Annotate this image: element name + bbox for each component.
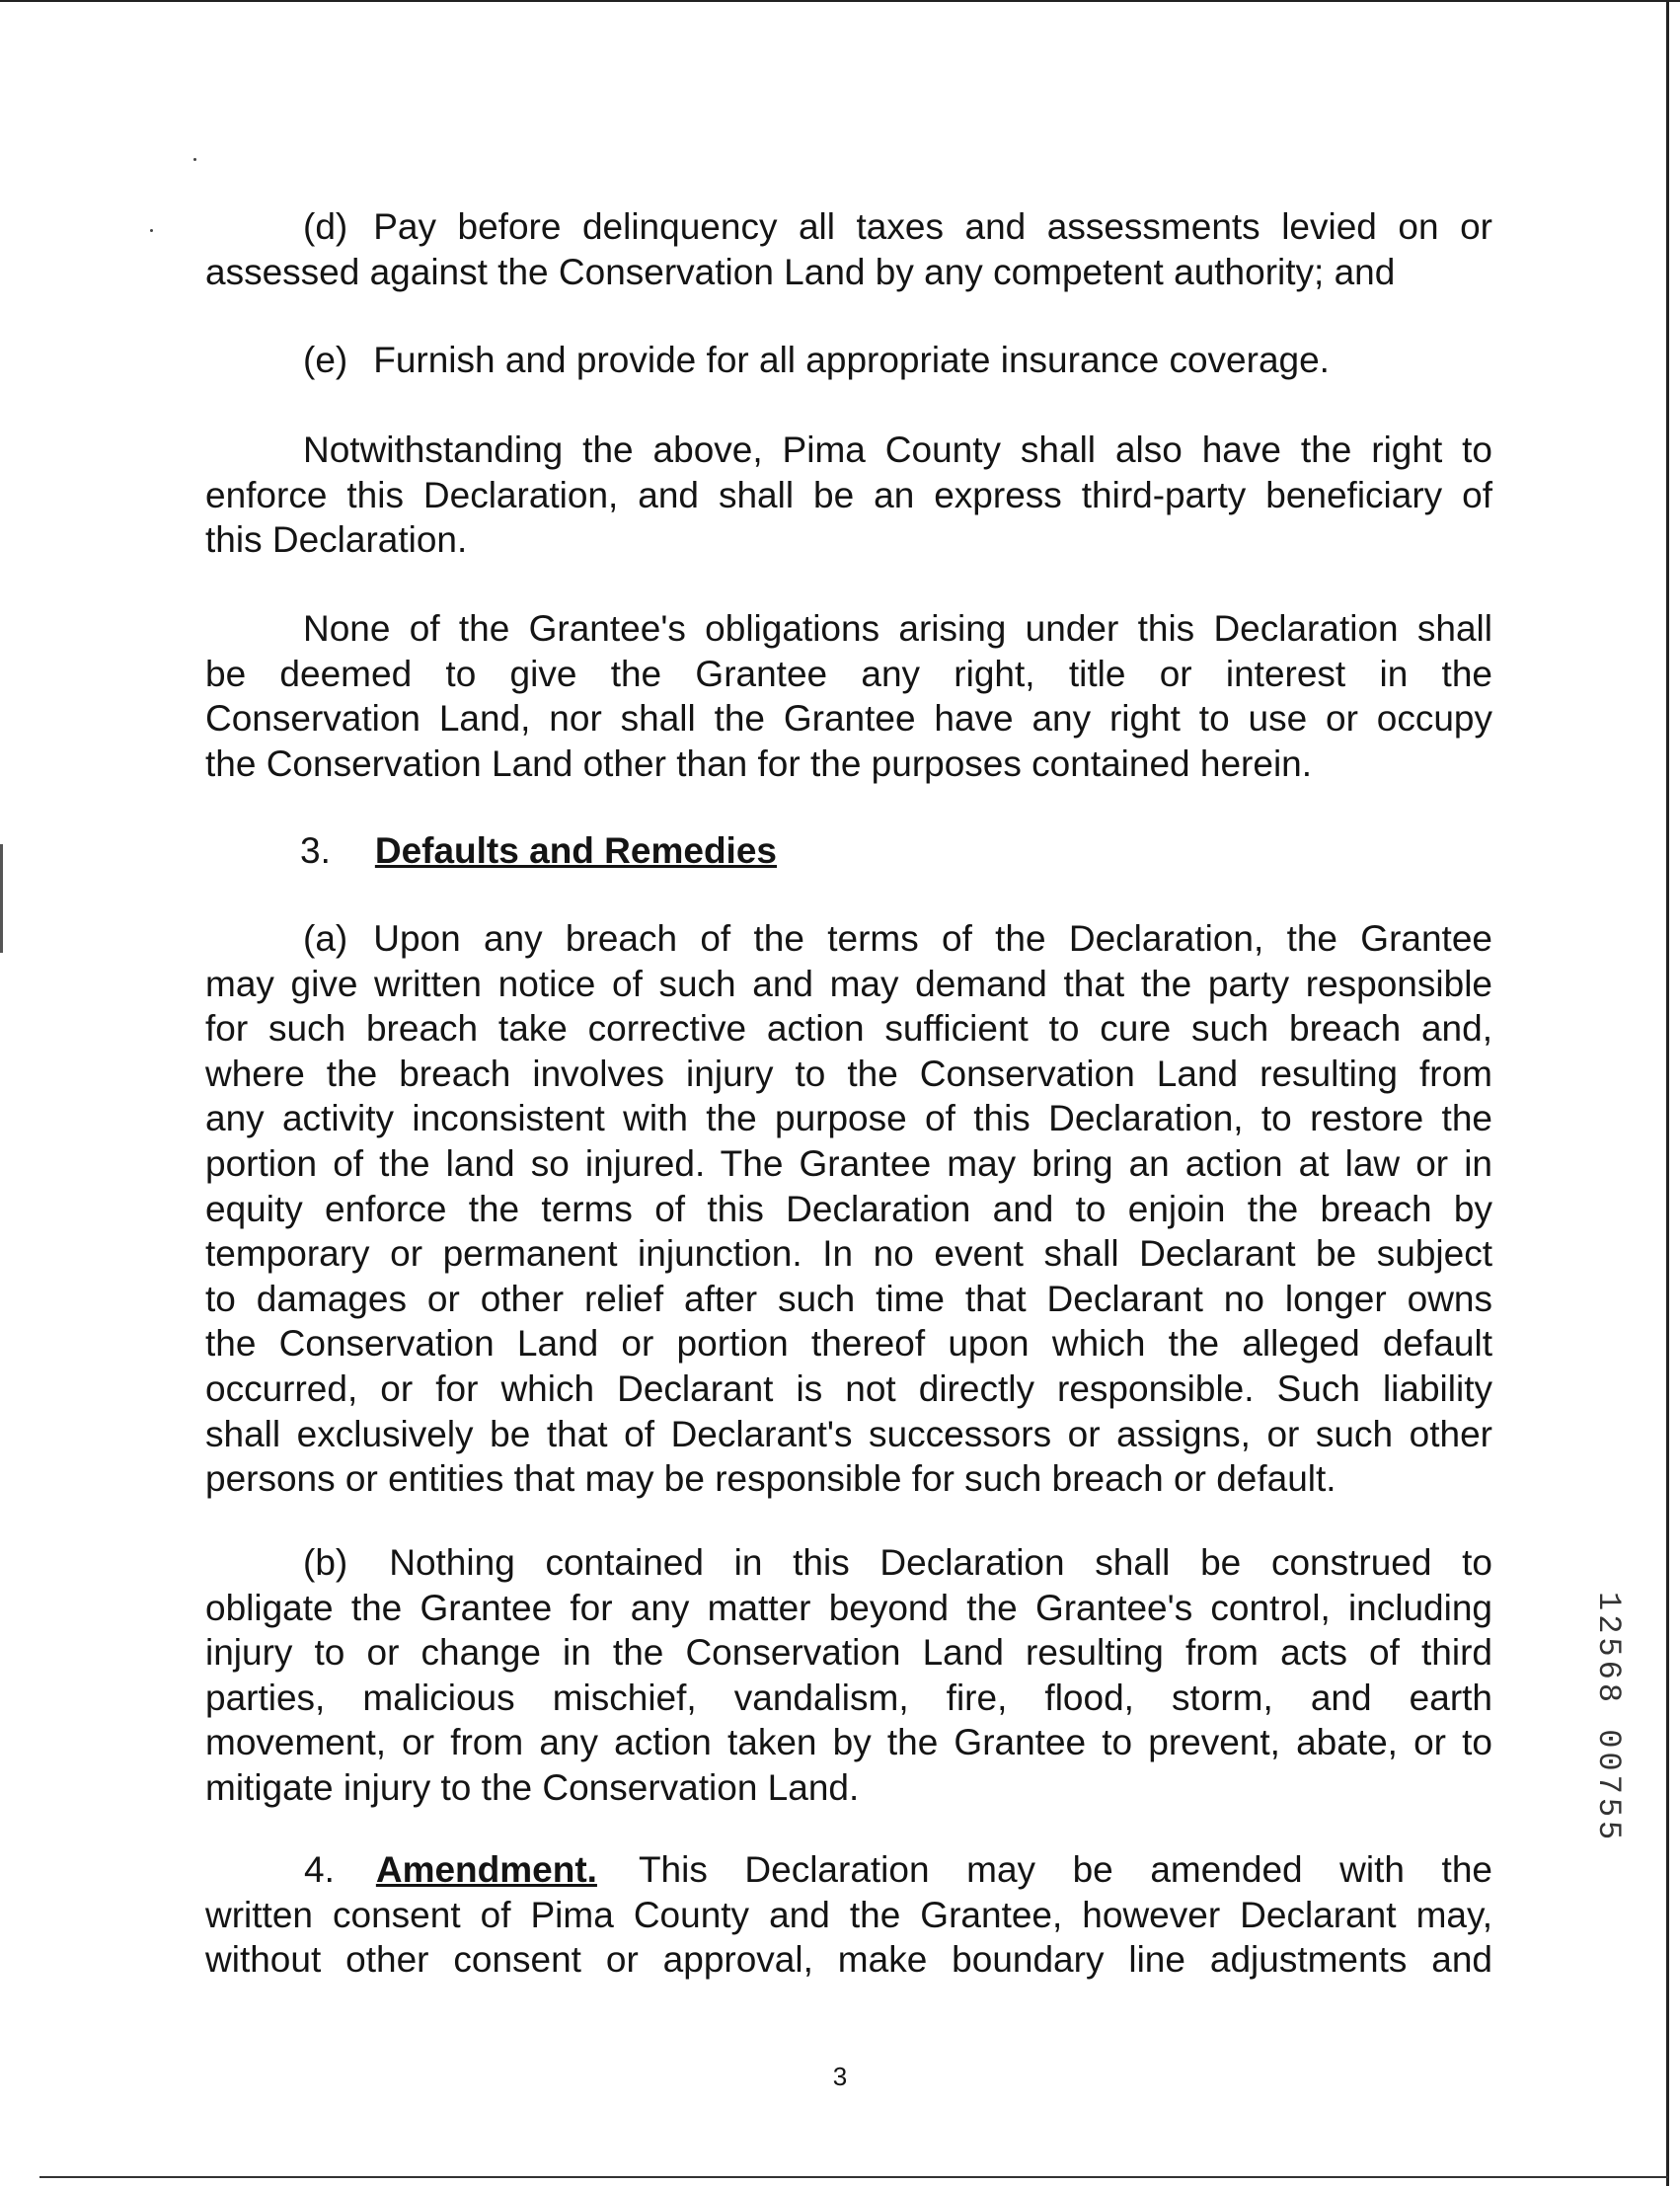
scan-edge-mark bbox=[0, 844, 3, 953]
section-3-number: 3. bbox=[300, 830, 331, 871]
recording-stamp: 12568 00755 bbox=[1590, 1592, 1627, 1844]
paragraph-e: (e) Furnish and provide for all appropriate insurance coverage. bbox=[303, 340, 1330, 380]
paragraph-d-label: (d) bbox=[303, 206, 348, 247]
paragraph-d: (d) Pay before delinquency all taxes and assessments levied on or assessed against the Conservation Land by any competent authority; and bbox=[205, 206, 1492, 292]
paragraph-b: (b) Nothing contained in this Declaration shall be construed to obligate the Grantee for any matter beyond the Grantee's control, including injury to or change in the Conservation Land resulting from acts of third parties, malicious mischief, vandalism, fire, flood, storm, and earth movement, or from any action taken by the Grantee to prevent, abate, or to mitigate injury to the Conservation Land. bbox=[205, 1542, 1492, 1808]
paragraph-obligations: None of the Grantee's obligations arising under this Declaration shall be deemed to give the Grantee any right, title or interest in the Conservation Land, nor shall the Grantee have any right to use or occupy the Conservation Land other than for the purposes contained herein. bbox=[205, 608, 1492, 784]
page-number: 3 bbox=[832, 2062, 848, 2091]
paragraph-e-label: (e) bbox=[303, 340, 348, 380]
page-right-border bbox=[1666, 0, 1669, 2186]
scan-speck bbox=[150, 229, 153, 232]
page-top-border bbox=[0, 0, 1680, 2]
paragraph-a: (a) Upon any breach of the terms of the Declaration, the Grantee may give written notice of such and may demand that the party responsible for such breach take corrective action sufficient to cure such breach and, where the breach involves injury to the Conservation Land resulting from any activity inconsistent with the purpose of this Declaration, to restore the portion of the land so injured. The Grantee may bring an action at law or in equity enforce the terms of this Declaration and to enjoin the breach by temporary or permanent injunction. In no event shall Declarant be subject to damages or other relief after such time that Declarant no longer owns the Conservation Land or portion thereof upon which the alleged default occurred, or for which Declarant is not directly responsible. Such liability shall exclusively be that of Declarant's successors or assigns, or such other persons or entities that may be responsible for such breach or default. bbox=[205, 918, 1492, 1500]
page-bottom-border bbox=[39, 2176, 1668, 2178]
section-3-heading bbox=[205, 828, 1492, 874]
section-4-number: 4. bbox=[304, 1849, 335, 1890]
section-4-title: Amendment. bbox=[375, 1849, 597, 1890]
scan-speck bbox=[193, 158, 196, 161]
section-4: 4. Amendment. This Declaration may be amended with the written consent of Pima County and the Grantee, however Declarant may, without other consent or approval, make boundary line adjustments and bbox=[205, 1849, 1492, 1981]
paragraph-notwithstanding: Notwithstanding the above, Pima County shall also have the right to enforce this Declaration, and shall be an express third-party beneficiary of this Declaration. bbox=[205, 429, 1492, 561]
section-3-title: Defaults and Remedies bbox=[374, 830, 777, 871]
paragraph-b-label: (b) bbox=[303, 1542, 348, 1583]
paragraph-a-label: (a) bbox=[303, 918, 348, 959]
